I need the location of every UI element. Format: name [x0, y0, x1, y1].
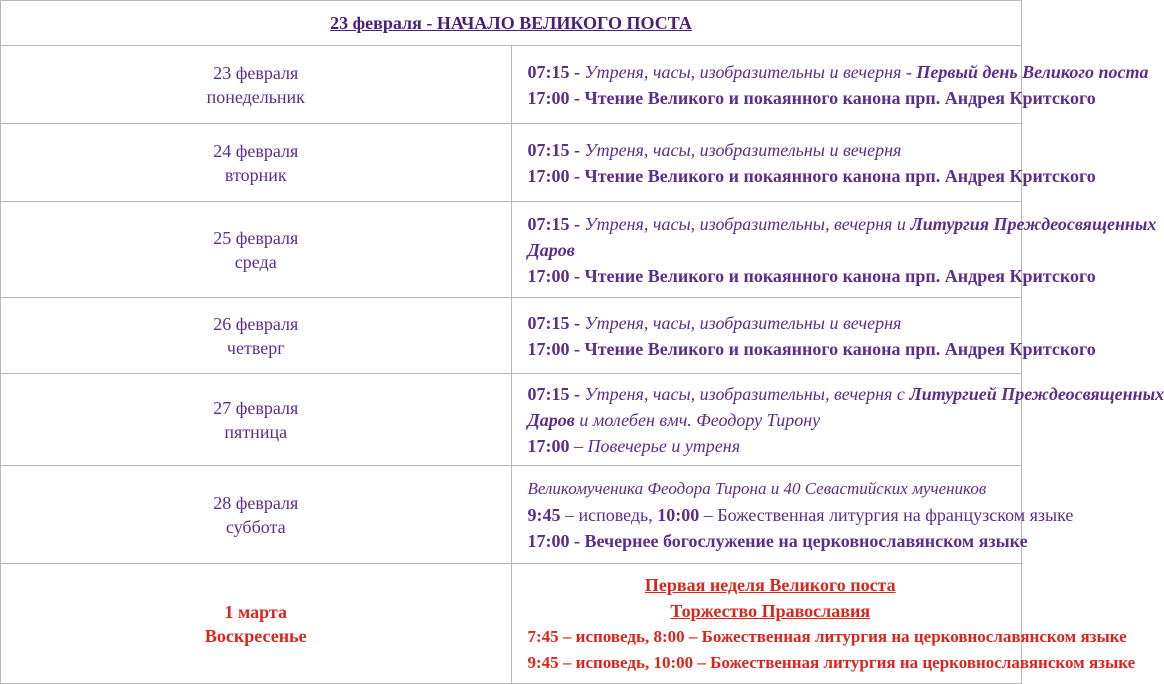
services-cell: [511, 124, 1096, 202]
date-cell: [1, 466, 512, 564]
service-line-cont: [528, 407, 1014, 433]
service-time: 07:15 -: [527, 312, 580, 333]
service-name: и молебен вмч. Феодору Тирону: [574, 409, 821, 430]
day-date: 27 февраля: [213, 397, 299, 418]
services-cell: [511, 564, 1136, 684]
sunday-subheading: Торжество Православия: [670, 600, 871, 621]
day-row: [1, 124, 1022, 202]
header-row: [1, 1, 1022, 46]
service-line: [527, 59, 1149, 85]
day-weekday: пятница: [224, 421, 288, 442]
day-weekday: понедельник: [206, 86, 305, 107]
date-cell: [1, 202, 512, 298]
services-cell: [511, 466, 1074, 564]
services-cell: [511, 202, 1157, 298]
service-line: [528, 137, 1014, 163]
service-highlight: Даров: [527, 409, 575, 430]
day-weekday: среда: [234, 251, 277, 272]
services-cell: [511, 374, 1164, 466]
service-highlight: Первый день Великого поста: [916, 61, 1149, 82]
service-line: [528, 310, 1014, 336]
service-time: 10:00: [657, 504, 700, 525]
service-line: 17:00 - Чтение Великого и покаянного канона прп. Андрея Критского: [527, 165, 1096, 186]
service-line: [528, 433, 1014, 459]
service-line: [527, 502, 1074, 528]
date-cell: [1, 124, 512, 202]
day-date: 25 февраля: [213, 227, 299, 248]
day-date: 26 февраля: [213, 313, 299, 334]
service-line: 17:00 - Чтение Великого и покаянного канона прп. Андрея Критского: [527, 338, 1096, 359]
services-cell: [511, 298, 1096, 374]
service-highlight: Литургия Преждеосвященных: [910, 213, 1157, 234]
service-line: 7:45 – исповедь, 8:00 – Божественная литургия на церковнославянском языке: [527, 626, 1127, 646]
sunday-heading: Первая неделя Великого поста: [644, 574, 896, 595]
service-time: 07:15 -: [527, 383, 580, 404]
service-name: Утреня, часы, изобразительны и вечерня: [580, 139, 902, 160]
day-weekday: Воскресенье: [204, 625, 307, 646]
day-row: [1, 46, 1022, 124]
date-cell: [1, 564, 512, 684]
service-time: 07:15 -: [527, 213, 580, 234]
service-highlight: Литургией Преждеосвященных: [909, 383, 1164, 404]
service-time: 9:45: [527, 504, 561, 525]
service-highlight: Даров: [527, 239, 575, 260]
service-time: 17:00: [527, 435, 570, 456]
day-row: [1, 466, 1022, 564]
day-date: 23 февраля: [213, 62, 299, 83]
service-line: [527, 211, 1157, 237]
day-date: 1 марта: [224, 601, 287, 622]
services-cell: [511, 46, 1149, 124]
day-row-sunday: [1, 564, 1022, 684]
service-name: Утреня, часы, изобразительны, вечерня и: [580, 213, 911, 234]
date-cell: [1, 46, 512, 124]
service-line: 17:00 - Чтение Великого и покаянного канона прп. Андрея Критского: [527, 87, 1096, 108]
day-weekday: вторник: [224, 164, 287, 185]
day-date: 28 февраля: [213, 492, 299, 513]
service-line: 17:00 - Вечернее богослужение на церковнославянском языке: [527, 530, 1028, 551]
day-row: [1, 202, 1022, 298]
feast-title: Великомученика Феодора Тирона и 40 Севастийских мучеников: [527, 478, 987, 498]
day-weekday: суббота: [225, 516, 286, 537]
service-name: Утреня, часы, изобразительны, вечерня с: [580, 383, 910, 404]
service-time: 07:15 -: [527, 139, 580, 160]
service-name: Утреня, часы, изобразительны и вечерня: [580, 312, 902, 333]
date-cell: [1, 298, 512, 374]
service-line: 17:00 - Чтение Великого и покаянного канона прп. Андрея Критского: [527, 265, 1096, 286]
date-cell: [1, 374, 512, 466]
day-row: [1, 298, 1022, 374]
service-line: 9:45 – исповедь, 10:00 – Божественная литургия на церковнославянском языке: [527, 652, 1136, 672]
service-time: 07:15 -: [527, 61, 580, 82]
day-date: 24 февраля: [213, 140, 299, 161]
service-name: Утреня, часы, изобразительны и вечерня -: [580, 61, 917, 82]
day-row: [1, 374, 1022, 466]
service-name: – Божественная литургия на французском языке: [699, 504, 1074, 525]
service-name: – Повечерье и утреня: [569, 435, 741, 456]
header-cell: [1, 1, 1022, 46]
page-title: 23 февраля - НАЧАЛО ВЕЛИКОГО ПОСТА: [330, 12, 692, 33]
service-name: – исповедь,: [560, 504, 658, 525]
service-line-cont: [528, 237, 1014, 263]
service-line: [527, 381, 1164, 407]
day-weekday: четверг: [226, 337, 285, 358]
